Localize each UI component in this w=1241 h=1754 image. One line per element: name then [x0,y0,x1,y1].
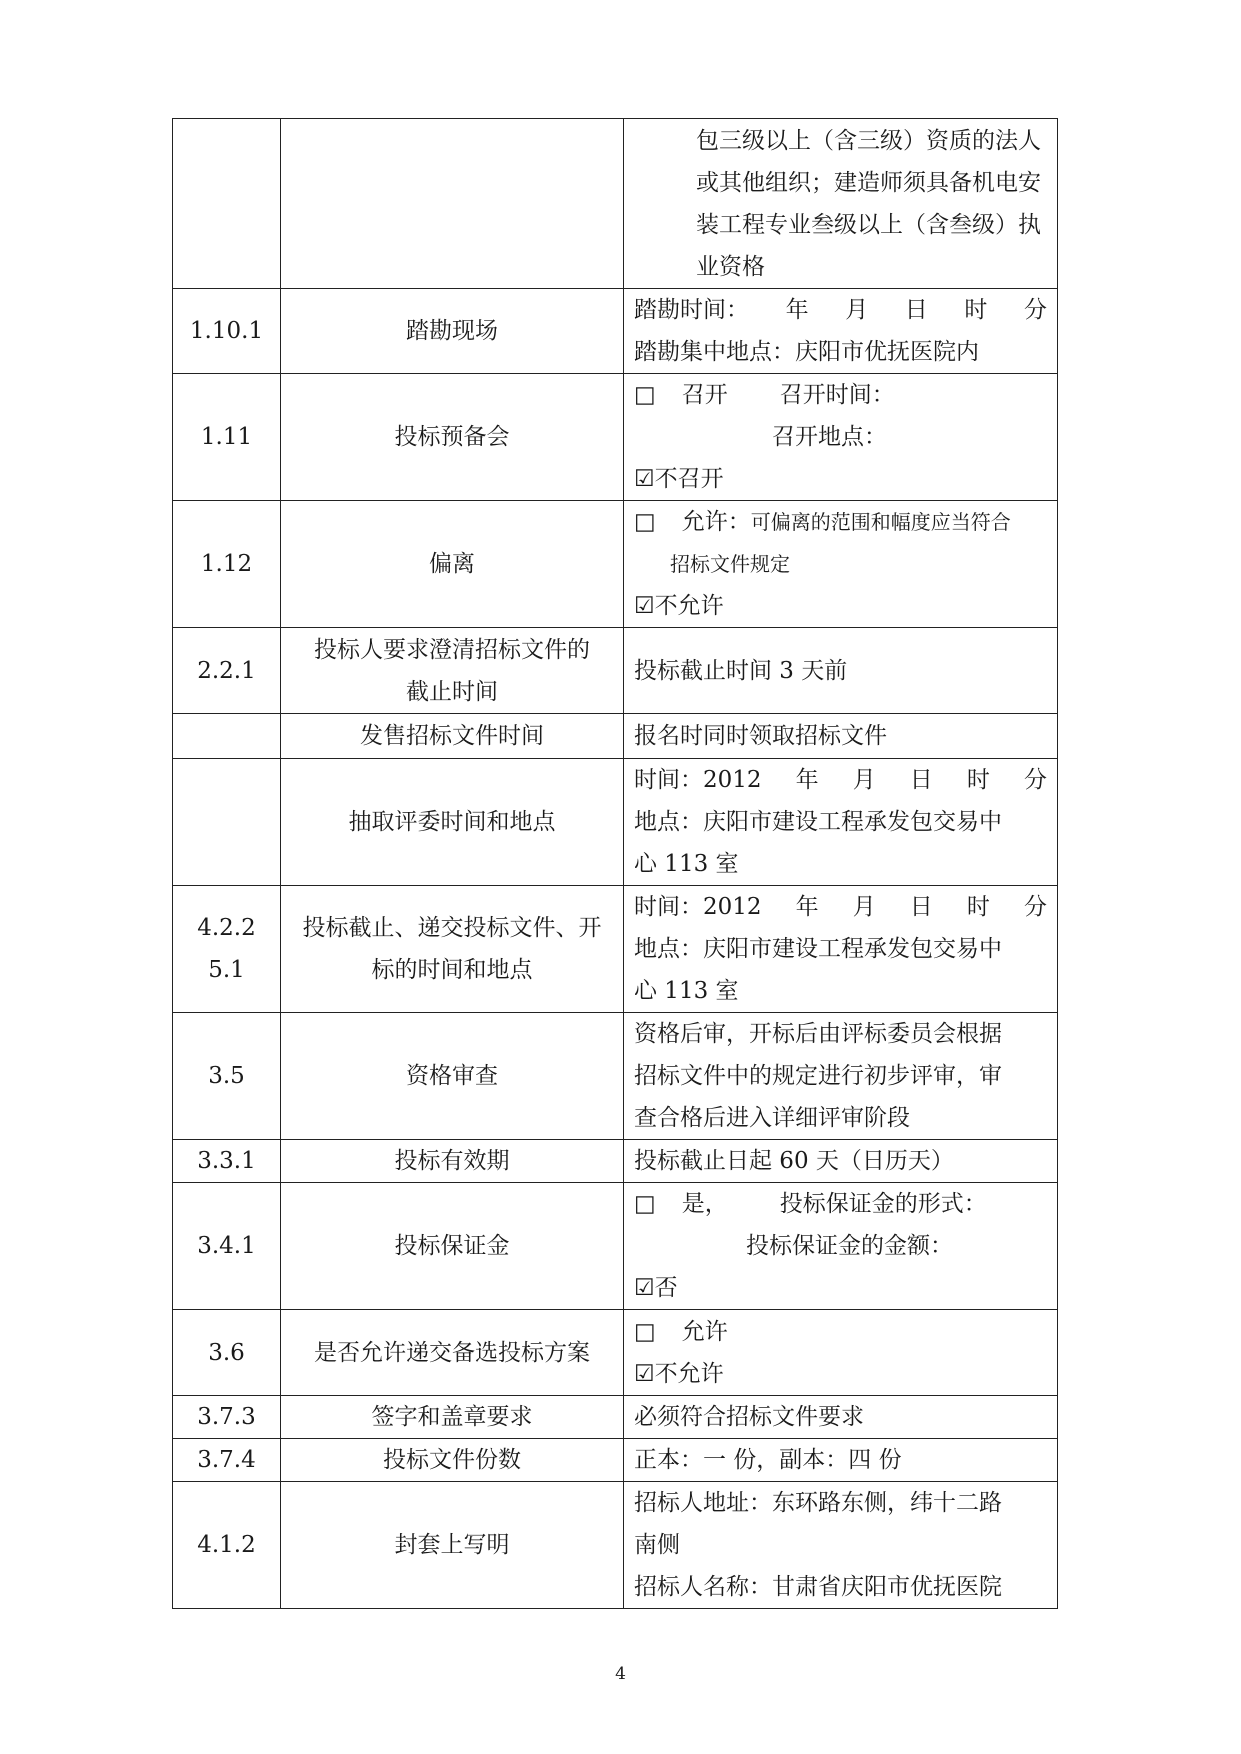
clause-content-cell: 正本：一 份，副本：四 份 [624,1439,1058,1482]
clause-item-cell: 投标有效期 [281,1140,624,1183]
day-label: 日 [909,894,933,920]
clause-number-cell: 3.6 [173,1310,281,1396]
day-label: 日 [904,297,928,323]
table-row [173,119,1058,289]
draw-time-line [634,759,1047,801]
clause-content-cell: 投标截止时间 3 天前 [624,628,1058,714]
draw-location-line: 地点：庆阳市建设工程承发包交易中 [634,809,1002,835]
table-row [173,1396,1058,1439]
month-label: 月 [852,767,876,793]
clause-item-cell: 是否允许递交备选投标方案 [281,1310,624,1396]
table-row [173,374,1058,501]
clause-number-cell [173,119,281,289]
clause-number-cell: 3.4.1 [173,1183,281,1310]
table-row [173,1183,1058,1310]
no-checked-option[interactable]: ☑否 [634,1275,678,1301]
clause-number-cell [173,714,281,759]
minute-label: 分 [1023,767,1047,793]
day-label: 日 [909,767,933,793]
convene-option-line [634,374,1047,416]
hour-label: 时 [966,767,990,793]
hour-label: 时 [966,894,990,920]
clause-content-cell [624,1482,1058,1609]
checkbox-unchecked-icon[interactable]: □ [634,509,656,535]
bond-form-label: 投标保证金的形式： [779,1191,987,1217]
clause-number-cell: 3.5 [173,1013,281,1140]
envelope-name-line: 招标人名称：甘肃省庆阳市优抚医院 [634,1574,1002,1600]
table-row [173,1482,1058,1609]
clause-number-cell: 3.3.1 [173,1140,281,1183]
qualification-review-line: 资格后审，开标后由评标委员会根据 [634,1021,1002,1047]
month-label: 月 [852,894,876,920]
clause-item-cell [281,628,624,714]
clause-item-cell: 投标预备会 [281,374,624,501]
clause-item-cell: 资格审查 [281,1013,624,1140]
clause-content-cell [624,374,1058,501]
clause-number-cell: 1.12 [173,501,281,628]
hour-label: 时 [964,297,988,323]
clause-content-cell [624,886,1058,1013]
item-line: 投标人要求澄清招标文件的 [314,636,590,663]
table-row [173,1140,1058,1183]
clause-content-cell [624,1013,1058,1140]
convene-location-label: 召开地点： [772,424,887,450]
clause-content-cell: 投标截止日起 60 天（日历天） [624,1140,1058,1183]
survey-time-label: 踏勘时间： [634,297,749,323]
clause-number-cell: 1.11 [173,374,281,501]
clause-item-cell: 投标文件份数 [281,1439,624,1482]
table-row [173,759,1058,886]
table-row [173,714,1058,759]
year-label: 年 [795,767,819,793]
num-line: 5.1 [208,957,245,983]
clause-content-cell [624,1183,1058,1310]
disallow-checked-option[interactable]: ☑不允许 [634,593,724,619]
year-label: 年 [795,894,819,920]
month-label: 月 [845,297,869,323]
clause-item-cell: 封套上写明 [281,1482,624,1609]
table-row [173,628,1058,714]
bond-yes-line [634,1183,1047,1225]
clause-content-cell [624,119,1058,289]
envelope-address-line: 招标人地址：东环路东侧，纬十二路 [634,1490,1002,1516]
num-line: 4.2.2 [197,915,256,941]
table-row [173,501,1058,628]
table-row [173,1439,1058,1482]
clause-number-cell [173,759,281,886]
alternative-allow-line [634,1311,1047,1353]
minute-label: 分 [1023,894,1047,920]
qualification-review-line: 招标文件中的规定进行初步评审，审 [634,1063,1002,1089]
clause-item-cell [281,886,624,1013]
clause-item-cell: 偏离 [281,501,624,628]
clause-number-cell: 1.10.1 [173,289,281,374]
time-year-label: 时间：2012 [634,894,762,920]
draw-location-line-cont: 心 113 室 [634,851,739,877]
clause-item-cell: 发售招标文件时间 [281,714,624,759]
bid-data-table [172,118,1058,1609]
checkbox-unchecked-icon[interactable]: □ [634,1191,656,1217]
clause-content-cell [624,289,1058,374]
table-row [173,1013,1058,1140]
envelope-address-line-cont: 南侧 [634,1532,680,1558]
clause-item-cell [281,119,624,289]
table-row [173,1310,1058,1396]
survey-location-line: 踏勘集中地点：庆阳市优抚医院内 [634,339,979,365]
opening-location-line: 地点：庆阳市建设工程承发包交易中 [634,936,1002,962]
qualification-text: 包三级以上（含三级）资质的法人或其他组织；建造师须具备机电安装工程专业叁级以上（含叁级）执业资格 [696,127,1041,280]
clause-item-cell: 踏勘现场 [281,289,624,374]
qualification-review-line: 查合格后进入详细评审阶段 [634,1105,910,1131]
table-row [173,886,1058,1013]
clause-number-cell: 3.7.4 [173,1439,281,1482]
checkbox-unchecked-icon[interactable]: □ [634,382,656,408]
page-number: 4 [615,1664,626,1684]
deviation-scope-text: 可偏离的范围和幅度应当符合 [750,510,1011,534]
item-line: 截止时间 [406,678,498,705]
no-convene-checked-option[interactable]: ☑不召开 [634,466,724,492]
clause-number-cell [173,886,281,1013]
table-row [173,289,1058,374]
checkbox-unchecked-icon[interactable]: □ [634,1318,656,1345]
clause-number-cell: 4.1.2 [173,1482,281,1609]
clause-content-cell [624,501,1058,628]
minute-label: 分 [1023,297,1047,323]
clause-content-cell [624,1310,1058,1396]
deviation-scope-text-cont: 招标文件规定 [670,552,790,576]
deviation-allow-line [634,501,1047,543]
yes-label: 是， [681,1191,728,1217]
clause-item-cell: 投标保证金 [281,1183,624,1310]
convene-time-label: 召开时间： [779,382,895,408]
allow-label: 允许 [681,1318,728,1345]
disallow-checked-option[interactable]: ☑不允许 [634,1360,724,1387]
clause-number-cell: 2.2.1 [173,628,281,714]
item-line: 投标截止、递交投标文件、开 [302,915,602,941]
clause-item-cell: 签字和盖章要求 [281,1396,624,1439]
clause-item-cell: 抽取评委时间和地点 [281,759,624,886]
opening-time-line [634,886,1047,928]
convene-label: 召开 [681,382,728,408]
item-line: 标的时间和地点 [371,957,533,983]
bond-amount-label: 投标保证金的金额： [746,1233,953,1259]
clause-content-cell: 必须符合招标文件要求 [624,1396,1058,1439]
clause-number-cell: 3.7.3 [173,1396,281,1439]
opening-location-line-cont: 心 113 室 [634,978,739,1004]
survey-time-line [634,289,1047,331]
clause-content-cell [624,759,1058,886]
clause-content-cell: 报名时同时领取招标文件 [624,714,1058,759]
year-label: 年 [785,297,809,323]
time-year-label: 时间：2012 [634,767,762,793]
allow-label: 允许： [681,509,751,535]
